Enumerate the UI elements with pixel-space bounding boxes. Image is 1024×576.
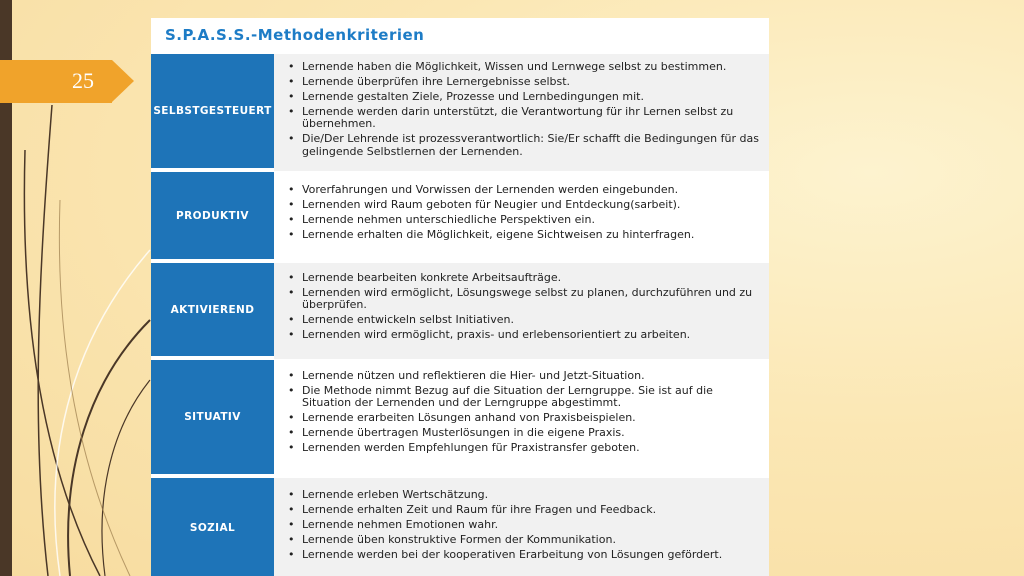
- list-item: • Lernenden wird Raum geboten für Neugier und Entdeckung(sarbeit).: [302, 199, 761, 212]
- list-item: • Lernende erhalten Zeit und Raum für ihre Fragen und Feedback.: [302, 504, 761, 517]
- row-items: [274, 360, 769, 477]
- table-title: S.P.A.S.S.-Methodenkriterien: [165, 26, 425, 44]
- list-item: • Lernende nehmen unterschiedliche Perspektiven ein.: [302, 214, 761, 227]
- list-item: • Lernende übertragen Musterlösungen in die eigene Praxis.: [302, 427, 761, 440]
- list-item: • Die Methode nimmt Bezug auf die Situation der Lerngruppe. Sie ist auf die Situation der Lernenden und der Lerngruppe abgestimmt.: [302, 385, 761, 410]
- table-row: [151, 262, 769, 359]
- list-item: • Lernende erleben Wertschätzung.: [302, 489, 761, 502]
- row-label-sozial: SOZIAL: [151, 478, 274, 576]
- row-label-aktivierend: AKTIVIEREND: [151, 263, 274, 359]
- table-row: [151, 53, 769, 171]
- row-items: [274, 478, 769, 576]
- row-items: [274, 54, 769, 171]
- slide-number: 25: [72, 68, 94, 93]
- list-item: • Lernende erarbeiten Lösungen anhand von Praxisbeispielen.: [302, 412, 761, 425]
- table-row: [151, 359, 769, 477]
- list-item: • Lernenden wird ermöglicht, praxis- und erlebensorientiert zu arbeiten.: [302, 329, 761, 342]
- list-item: • Lernende haben die Möglichkeit, Wissen und Lernwege selbst zu bestimmen.: [302, 61, 761, 74]
- table-row: [151, 477, 769, 576]
- list-item: • Lernende werden bei der kooperativen Erarbeitung von Lösungen gefördert.: [302, 549, 761, 562]
- list-item: • Lernenden wird ermöglicht, Lösungswege selbst zu planen, durchzuführen und zu überprüfen.: [302, 287, 761, 312]
- row-label-selbstgesteuert: SELBSTGESTEUERT: [151, 54, 274, 171]
- row-label-situativ: SITUATIV: [151, 360, 274, 477]
- list-item: • Die/Der Lehrende ist prozessverantwortlich: Sie/Er schafft die Bedingungen für das gelingende Selbstlernen der Lernenden.: [302, 133, 761, 158]
- table-row: [151, 171, 769, 262]
- list-item: • Lernende überprüfen ihre Lernergebnisse selbst.: [302, 76, 761, 89]
- list-item: • Lernende nützen und reflektieren die Hier- und Jetzt-Situation.: [302, 370, 761, 383]
- list-item: • Lernende erhalten die Möglichkeit, eigene Sichtweisen zu hinterfragen.: [302, 229, 761, 242]
- list-item: • Lernende üben konstruktive Formen der Kommunikation.: [302, 534, 761, 547]
- list-item: • Vorerfahrungen und Vorwissen der Lernenden werden eingebunden.: [302, 184, 761, 197]
- criteria-table: [151, 18, 769, 576]
- list-item: • Lernende werden darin unterstützt, die Verantwortung für ihr Lernen selbst zu übernehmen.: [302, 106, 761, 131]
- list-item: • Lernende gestalten Ziele, Prozesse und Lernbedingungen mit.: [302, 91, 761, 104]
- list-item: • Lernende entwickeln selbst Initiativen.: [302, 314, 761, 327]
- list-item: • Lernende bearbeiten konkrete Arbeitsaufträge.: [302, 272, 761, 285]
- row-items: [274, 263, 769, 359]
- list-item: • Lernende nehmen Emotionen wahr.: [302, 519, 761, 532]
- row-label-produktiv: PRODUKTIV: [151, 172, 274, 262]
- list-item: • Lernenden werden Empfehlungen für Praxistransfer geboten.: [302, 442, 761, 455]
- row-items: [274, 172, 769, 262]
